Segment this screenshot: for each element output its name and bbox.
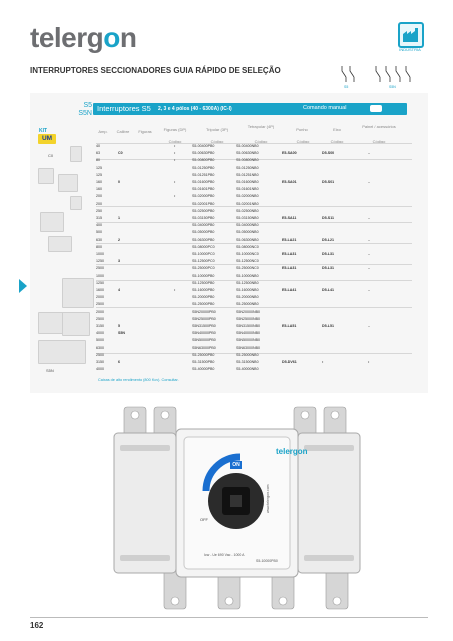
cell-t4: S5N20000NB0 — [236, 309, 260, 314]
table-row — [96, 166, 416, 171]
cell-t3: S5-02001PB0 — [192, 201, 215, 206]
col-code-5: Código — [330, 139, 344, 144]
cell-amp: 500 — [96, 230, 102, 235]
cell-p: E5-SA01 — [282, 180, 297, 184]
col-calibre: Calibre — [116, 129, 130, 134]
table-row — [96, 295, 416, 300]
cell-x: – — [368, 288, 370, 292]
cell-t3: S5-10000PB0 — [192, 273, 215, 278]
cell-dp: • — [174, 158, 176, 163]
table-row — [96, 180, 416, 185]
table-row — [96, 274, 416, 279]
col-tetrapolar: Tetrapolar (4P) — [247, 124, 275, 129]
pole-symbols — [336, 64, 428, 90]
cell-t4: S5-10000NC0 — [236, 252, 259, 256]
cell-t4: S5-00630NB0 — [236, 151, 259, 156]
cell-amp: 3150 — [96, 324, 104, 328]
cell-t3: S5N63000PB0 — [192, 345, 216, 350]
table-row — [96, 360, 416, 365]
cell-cal: 4 — [118, 288, 120, 292]
switch-1-image — [40, 212, 64, 232]
page-heading: INTERRUPTORES SECCIONADORES GUIA RÁPIDO DE SELEÇÃO — [30, 66, 281, 75]
cell-cal: S5N — [118, 331, 125, 336]
cell-e: D5-L31 — [322, 266, 334, 271]
switch-s5n-image — [38, 340, 86, 364]
cell-e: D5-L31 — [322, 252, 334, 256]
cell-t3: S5-40000PB0 — [192, 367, 215, 372]
cell-t4: S5-00800NB0 — [236, 158, 259, 163]
cell-amp: 1000 — [96, 273, 104, 278]
cell-dp: • — [174, 288, 176, 292]
cell-e: • — [322, 360, 324, 364]
cell-t4: S5-01601NB0 — [236, 187, 259, 192]
cell-dp: • — [174, 144, 176, 148]
table-subtitle: 2, 3 e 4 pólos (40 - 6300A) (IC-I) — [158, 106, 232, 112]
cell-t4: S5-03150NB0 — [236, 216, 259, 220]
on-indicator: ON — [230, 461, 242, 469]
kit-badge — [38, 128, 56, 146]
cell-t4: S5-05000NB0 — [236, 230, 259, 235]
table-row — [96, 317, 416, 322]
cell-amp: 400 — [96, 223, 102, 228]
cell-cal: 0 — [118, 180, 120, 184]
cell-t3: S5-01250PB0 — [192, 165, 215, 170]
cell-t3: S5-03150PB0 — [192, 216, 215, 220]
switch-0-image-c — [70, 196, 82, 210]
cell-amp: 6300 — [96, 345, 104, 350]
table-row — [96, 252, 416, 257]
cell-t4: S5-02500NB0 — [236, 208, 259, 213]
switch-4-image — [38, 312, 64, 334]
cell-t3: S5-08000PC0 — [192, 244, 215, 249]
cell-amp: 2500 — [96, 302, 104, 307]
col-code-6: Código — [372, 139, 386, 144]
table-row — [96, 173, 416, 178]
series-s5: S5 — [83, 102, 92, 109]
cell-cal: 2 — [118, 237, 120, 242]
col-fig-dp: Figuras (DP) — [163, 127, 187, 132]
cell-t3: S5-02000PB0 — [192, 194, 215, 199]
cell-p: E5-LA41 — [282, 288, 297, 292]
cell-t4: S5-31500NB0 — [236, 360, 259, 364]
cell-x: – — [368, 237, 370, 242]
cell-amp: 160 — [96, 187, 102, 192]
cell-amp: 1250 — [96, 280, 104, 285]
table-row — [96, 223, 416, 228]
cell-amp: 315 — [96, 216, 102, 220]
cell-t3: S5-31500PB0 — [192, 360, 215, 364]
cell-amp: 160 — [96, 180, 102, 184]
cell-cal: 1 — [118, 216, 120, 220]
cell-p: E5-SA11 — [282, 216, 297, 220]
cell-t3: S5-00800PB0 — [192, 158, 215, 163]
cell-amp: 125 — [96, 172, 102, 177]
cell-t4: S5N40000NB0 — [236, 331, 260, 336]
kit-um: UM — [38, 134, 56, 144]
industry-label: INDÚSTRIA — [399, 47, 421, 52]
symbol-label-s5n: S5N — [389, 85, 396, 89]
cell-dp: • — [174, 194, 176, 199]
off-indicator: OFF — [200, 517, 208, 522]
product-url: www.telergon.com — [266, 484, 270, 513]
cell-t3: S5N20000PB0 — [192, 309, 216, 314]
table-row — [96, 238, 416, 243]
cell-cal: C0 — [118, 151, 123, 156]
cell-x: – — [368, 151, 370, 156]
cell-amp: 2000 — [96, 309, 104, 314]
cell-t4: S5-01250NB0 — [236, 165, 259, 170]
cell-amp: 4000 — [96, 367, 104, 372]
cell-p: E5-LA21 — [282, 237, 297, 242]
product-spec: Icw - Ue 690 Vac - 1000 A — [204, 553, 245, 557]
cell-x: – — [368, 266, 370, 271]
table-row — [96, 324, 416, 329]
kit-label: KIT — [39, 128, 48, 134]
table-row — [96, 151, 416, 156]
switch-0-image-a — [38, 168, 54, 184]
cell-p: E5-LA31 — [282, 252, 297, 256]
cell-t3: S5N25000PB0 — [192, 316, 216, 321]
cell-t4: S5-16000NB0 — [236, 288, 259, 292]
cell-t4: S5-12500NB0 — [236, 280, 259, 285]
cell-amp: 125 — [96, 165, 102, 170]
table-row — [96, 216, 416, 221]
cell-t3: S5-12500PB0 — [192, 280, 215, 285]
table-row — [96, 194, 416, 199]
table-row — [96, 338, 416, 343]
cell-e: D5-S00 — [322, 151, 335, 156]
table-row — [96, 353, 416, 358]
logo-suffix: n — [119, 22, 137, 53]
cell-t4: S5-00400NB0 — [236, 144, 259, 148]
cell-t3: S5-25000PB0 — [192, 302, 215, 307]
col-code-1: Código — [168, 139, 182, 144]
cell-amp: 40 — [96, 144, 100, 148]
table-row — [96, 302, 416, 307]
cell-t3: S5-25000PB0 — [192, 352, 215, 357]
table-row — [96, 266, 416, 271]
symbol-label-s5: S5 — [344, 85, 349, 89]
series-label — [58, 102, 92, 118]
footnote: Caixas de alto rendimento (800 Kcv). Consultar. — [98, 378, 179, 382]
section-marker — [19, 279, 27, 293]
cell-amp: 1600 — [96, 288, 104, 292]
cell-e: D5-L21 — [322, 237, 334, 242]
cell-t4: S5-08000NC0 — [236, 244, 259, 249]
table-row — [96, 230, 416, 235]
telergon-logo — [30, 22, 136, 54]
cell-dp: • — [174, 151, 176, 156]
cell-t3: S5-00630PB0 — [192, 151, 215, 156]
cell-e: D5-S01 — [322, 180, 335, 184]
cell-amp: 3150 — [96, 360, 104, 364]
cell-dp: • — [174, 180, 176, 184]
cell-x: – — [368, 252, 370, 256]
cell-x: – — [368, 324, 370, 328]
cell-t4: S5-02001NB0 — [236, 201, 259, 206]
cell-t4: S5N31500NB0 — [236, 324, 260, 328]
cell-p: D5-DV61 — [282, 360, 297, 364]
logo-prefix: telerg — [30, 22, 104, 53]
cell-t3: S5-01251PB0 — [192, 172, 215, 177]
cell-amp: 630 — [96, 237, 102, 242]
product-model: S5-10000PB0 — [256, 559, 278, 563]
cell-t3: S5-01600PB0 — [192, 180, 215, 184]
cell-p: E5-LA31 — [282, 266, 297, 271]
table-row — [96, 144, 416, 149]
cell-x: • — [368, 360, 370, 364]
cell-t4: S5-25000NB0 — [236, 352, 259, 357]
handle-icon — [370, 105, 382, 112]
product-brand: telergon — [276, 447, 308, 456]
switch-2-image — [48, 236, 72, 252]
cell-t3: S5-12500PC0 — [192, 259, 215, 264]
col-amp: Amp. — [98, 129, 108, 134]
cell-t4: S5-25000NC0 — [236, 266, 259, 271]
switch-c0-image — [70, 146, 82, 162]
table-title: Interruptores S5 — [97, 104, 151, 113]
thumb-label-c0: C0 — [48, 153, 54, 158]
table-row — [96, 346, 416, 351]
col-figura: Figuras — [138, 129, 152, 134]
cell-t3: S5-05000PB0 — [192, 230, 215, 235]
col-painel: Painel / acessórios — [362, 124, 396, 129]
cell-amp: 1000 — [96, 252, 104, 256]
cell-t3: S5-04000PB0 — [192, 223, 215, 228]
cell-cal: 5 — [118, 324, 120, 328]
table-row — [96, 331, 416, 336]
cell-t3: S5N40000PB0 — [192, 331, 216, 336]
manual-command-label: Comando manual — [303, 105, 347, 111]
cell-t3: S5-10000PC0 — [192, 252, 215, 256]
cell-t3: S5N50000PB0 — [192, 338, 216, 343]
cell-t3: S5-20000PB0 — [192, 295, 215, 300]
cell-t4: S5-01251NB0 — [236, 172, 259, 177]
footer-rule — [30, 617, 428, 618]
cell-x: – — [368, 216, 370, 220]
series-s5n: S5N — [78, 110, 92, 117]
table-row — [96, 209, 416, 214]
cell-t3: S5-06300PB0 — [192, 237, 215, 242]
table-row — [96, 158, 416, 163]
col-code-4: Código — [296, 139, 310, 144]
table-row — [96, 367, 416, 372]
cell-t3: S5-01601PB0 — [192, 187, 215, 192]
col-eixo: Eixo — [333, 127, 341, 132]
cell-amp: 2500 — [96, 352, 104, 357]
table-row — [96, 259, 416, 264]
cell-t4: S5-10000NB0 — [236, 273, 259, 278]
cell-t3: S5-00400PB0 — [192, 144, 215, 148]
cell-t4: S5-25000NB0 — [236, 302, 259, 307]
cell-t3: S5-02500PB0 — [192, 208, 215, 213]
cell-amp: 63 — [96, 151, 100, 156]
cell-x: – — [368, 180, 370, 184]
cell-t4: S5N63000NB0 — [236, 345, 260, 350]
cell-t4: S5-40000NB0 — [236, 367, 259, 372]
table-row — [96, 281, 416, 286]
cell-t4: S5N50000NB0 — [236, 338, 260, 343]
thumb-label-s5n: S5N — [46, 368, 54, 373]
table-row — [96, 310, 416, 315]
switch-disconnector-photo — [108, 405, 366, 613]
cell-amp: 4000 — [96, 331, 104, 336]
page-number: 162 — [30, 621, 44, 630]
cell-e: D5-L41 — [322, 288, 334, 292]
cell-p: E5-SA00 — [282, 151, 297, 156]
table-row — [96, 187, 416, 192]
cell-t4: S5N25000NB0 — [236, 316, 260, 321]
cell-cal: 6 — [118, 360, 120, 364]
cell-e: D5-L51 — [322, 324, 334, 328]
cell-t4: S5-01600NB0 — [236, 180, 259, 184]
cell-t4: S5-12500NC0 — [236, 259, 259, 264]
col-code-3: Código — [254, 139, 268, 144]
switch-0-image-b — [58, 174, 78, 192]
col-punho: Punho — [296, 127, 308, 132]
table-row — [96, 288, 416, 293]
cell-amp: 200 — [96, 194, 102, 199]
cell-amp: 5000 — [96, 338, 104, 343]
cell-t3: S5-25000PC0 — [192, 266, 215, 271]
factory-icon — [398, 22, 424, 48]
col-code-2: Código — [210, 139, 224, 144]
cell-amp: 250 — [96, 208, 102, 213]
cell-t4: S5-06300NB0 — [236, 237, 259, 242]
cell-t3: S5-16000PB0 — [192, 288, 215, 292]
table-row — [96, 245, 416, 250]
cell-amp: 1250 — [96, 259, 104, 264]
cell-p: E5-LA51 — [282, 324, 297, 328]
cell-amp: 800 — [96, 244, 102, 249]
cell-amp: 200 — [96, 201, 102, 206]
col-tripolar: Tripolar (3P) — [205, 127, 229, 132]
switch-3-image — [62, 278, 94, 308]
cell-t4: S5-20000NB0 — [236, 295, 259, 300]
cell-amp: 2500 — [96, 316, 104, 321]
logo-o: o — [103, 22, 120, 53]
cell-amp: 2000 — [96, 295, 104, 300]
switch-5-image — [62, 312, 90, 336]
cell-cal: 3 — [118, 259, 120, 264]
cell-amp: 80 — [96, 158, 100, 163]
cell-t4: S5-02000NB0 — [236, 194, 259, 199]
cell-t3: S5N31500PB0 — [192, 324, 216, 328]
cell-t4: S5-04000NB0 — [236, 223, 259, 228]
cell-e: D5-S11 — [322, 216, 334, 220]
cell-amp: 2500 — [96, 266, 104, 271]
table-row — [96, 202, 416, 207]
